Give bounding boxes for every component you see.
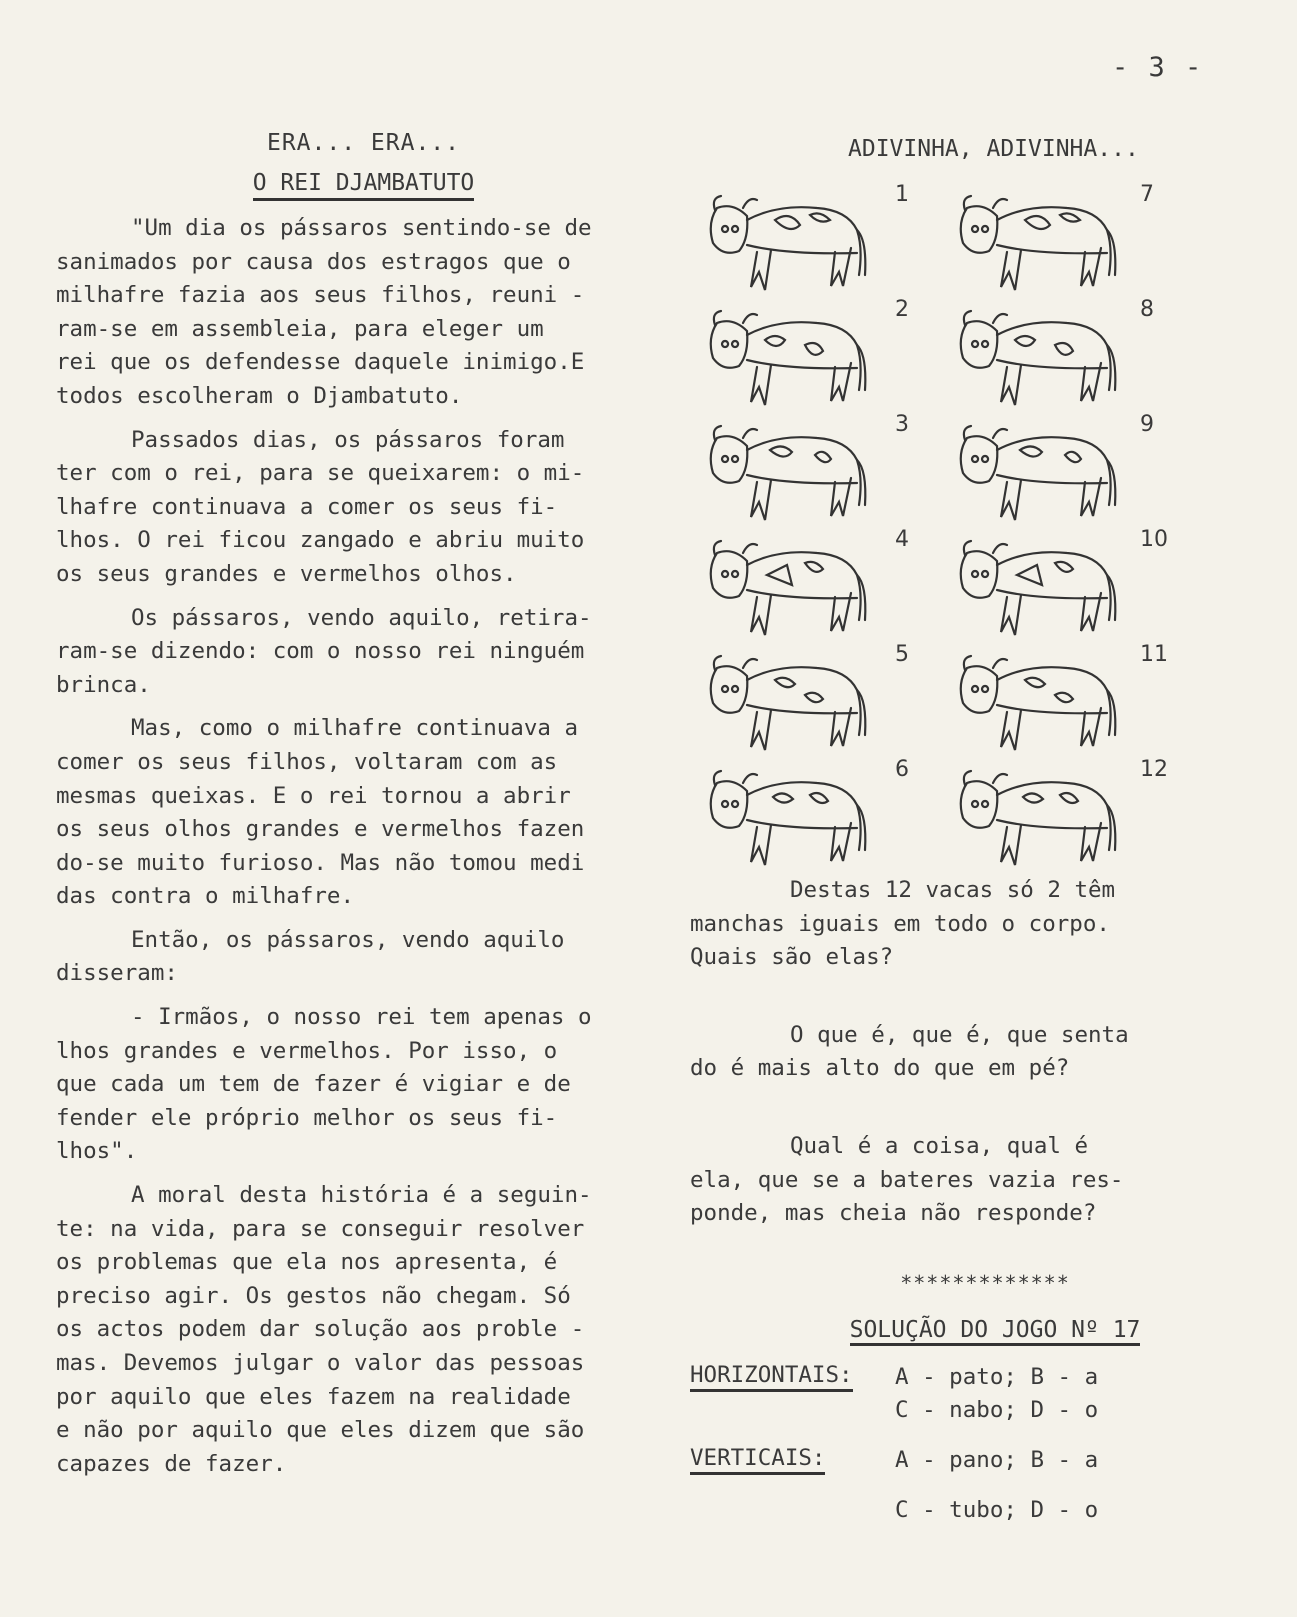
story-line: por aquilo que eles fazem na realidade [56,1383,571,1410]
story-line: os seus olhos grandes e vermelhos fazen [56,816,585,843]
cow-icon [705,305,880,420]
cow-icon [955,305,1130,420]
cow-icon [955,190,1130,305]
cow-drawing [705,305,880,420]
story-line: os actos podem dar solução aos proble - [56,1316,585,1343]
verticais-value-2: C - tubo; D - o [895,1496,1099,1523]
story-line: todos escolheram o Djambatuto. [56,382,463,409]
horizontais-value-1: A - pato; B - a [895,1363,1099,1390]
story-line: Passados dias, os pássaros foram [131,426,565,453]
cow-drawing [955,420,1130,535]
story-line: te: na vida, para se conseguir resolver [56,1215,585,1242]
cow-drawing [955,650,1130,765]
story-line: Os pássaros, vendo aquilo, retira- [131,604,592,631]
cow-number: 11 [1140,642,1168,667]
cow-number: 6 [895,757,909,782]
story-paragraph [56,712,671,914]
story-line: fender ele próprio melhor os seus fi- [56,1104,558,1131]
cow-drawing [955,765,1130,880]
story-paragraph [56,424,671,592]
story-paragraph [56,1001,671,1169]
story-line: milhafre fazia aos seus filhos, reuni - [56,282,585,309]
story-line: lhos". [56,1138,138,1165]
story-line: sanimados por causa dos estragos que o [56,248,571,275]
riddle-line: ponde, mas cheia não responde? [690,1200,1097,1227]
solution-block [690,1361,1220,1527]
cow-icon [705,765,880,880]
riddle-line: Destas 12 vacas só 2 têm [790,877,1116,903]
cow-drawing [705,765,880,880]
cow-drawing [705,420,880,535]
cow-icon [705,650,880,765]
horizontais-label: HORIZONTAIS: [690,1361,853,1392]
cow-number: 12 [1140,757,1168,782]
riddles-column [690,120,1220,1527]
story-line: capazes de fazer. [56,1450,287,1477]
cow-icon [705,420,880,535]
cow-drawing [705,650,880,765]
cow-icon [705,535,880,650]
riddle-line: Quais são elas? [690,944,894,971]
horizontais-row-1 [690,1361,1220,1395]
cow-icon [955,420,1130,535]
story-paragraph [56,924,671,991]
story-line: os seus grandes e vermelhos olhos. [56,560,517,587]
riddle-line: do é mais alto do que em pé? [690,1055,1070,1082]
story-line: brinca. [56,671,151,698]
cow-icon [955,650,1130,765]
riddle-line: ela, que se a bateres vazia res- [690,1166,1124,1193]
story-line: do-se muito furioso. Mas não tomou medi [56,849,585,876]
riddle-hollow [690,1130,1220,1231]
story-body [56,212,671,1481]
story-line: "Um dia os pássaros sentindo-se de [131,215,592,241]
cow-drawing [955,535,1130,650]
story-line: Mas, como o milhafre continuava a [131,715,579,742]
cow-icon [705,190,880,305]
story-line: - Irmãos, o nosso rei tem apenas o [131,1004,592,1031]
story-paragraph [56,212,671,414]
cow-drawing [705,535,880,650]
story-title: O REI DJAMBATUTO [56,170,671,212]
cows-grid [690,172,1220,892]
story-line: das contra o milhafre. [56,883,355,910]
story-paragraph [56,602,671,703]
story-line: Então, os pássaros, vendo aquilo [131,926,565,953]
stars-divider: ************* [900,1270,1070,1295]
story-column [56,120,671,1481]
riddle-line: O que é, que é, que senta [790,1021,1129,1048]
story-line: que cada um tem de fazer é vigiar e de [56,1071,571,1098]
cow-number: 1 [895,182,909,207]
riddle-sitting [690,1019,1220,1086]
story-line: ram-se em assembleia, para eleger um [56,315,544,342]
story-paragraph [56,1179,671,1481]
story-line: lhafre continuava a comer os seus fi- [56,493,558,520]
cow-icon [955,535,1130,650]
story-line: preciso agir. Os gestos não chegam. Só [56,1282,571,1309]
story-line: ram-se dizendo: com o nosso rei ninguém [56,638,585,665]
story-line: ter com o rei, para se queixarem: o mi- [56,460,585,487]
story-line: disseram: [56,960,178,987]
page-number: - 3 - [1112,52,1204,83]
story-line: comer os seus filhos, voltaram com as [56,748,558,775]
story-line: rei que os defendesse daquele inimigo.E [56,349,585,376]
cow-number: 4 [895,527,909,552]
riddles-heading: ADIVINHA, ADIVINHA... [848,136,1139,162]
story-line: os problemas que ela nos apresenta, é [56,1249,558,1276]
story-line: mas. Devemos julgar o valor das pessoas [56,1350,585,1376]
horizontais-row-2 [690,1394,1220,1428]
cow-drawing [955,305,1130,420]
riddle-line: manchas iguais em todo o corpo. [690,910,1110,937]
story-heading: ERA... ERA... [266,130,460,156]
cow-icon [955,765,1130,880]
riddle-line: Qual é a coisa, qual é [790,1132,1089,1159]
cow-number: 9 [1140,412,1154,437]
story-line: lhos. O rei ficou zangado e abriu muito [56,527,585,554]
cow-number: 8 [1140,297,1154,322]
story-line: A moral desta história é a seguin- [131,1182,592,1209]
story-line: lhos grandes e vermelhos. Por isso, o [56,1037,558,1064]
cow-number: 7 [1140,182,1154,207]
verticais-row-2 [690,1494,1220,1528]
cow-number: 5 [895,642,909,667]
horizontais-value-2: C - nabo; D - o [895,1397,1099,1424]
verticais-row-1 [690,1444,1220,1478]
cow-drawing [955,190,1130,305]
solution-title: SOLUÇÃO DO JOGO Nº 17 [690,1317,1220,1343]
story-line: mesmas queixas. E o rei tornou a abrir [56,782,571,809]
cow-number: 3 [895,412,909,437]
cow-drawing [705,190,880,305]
verticais-label: VERTICAIS: [690,1444,825,1475]
story-line: e não por aquilo que eles dizem que são [56,1417,585,1444]
verticais-value-1: A - pano; B - a [895,1446,1099,1473]
cow-number: 2 [895,297,909,322]
cow-number: 10 [1140,527,1168,552]
